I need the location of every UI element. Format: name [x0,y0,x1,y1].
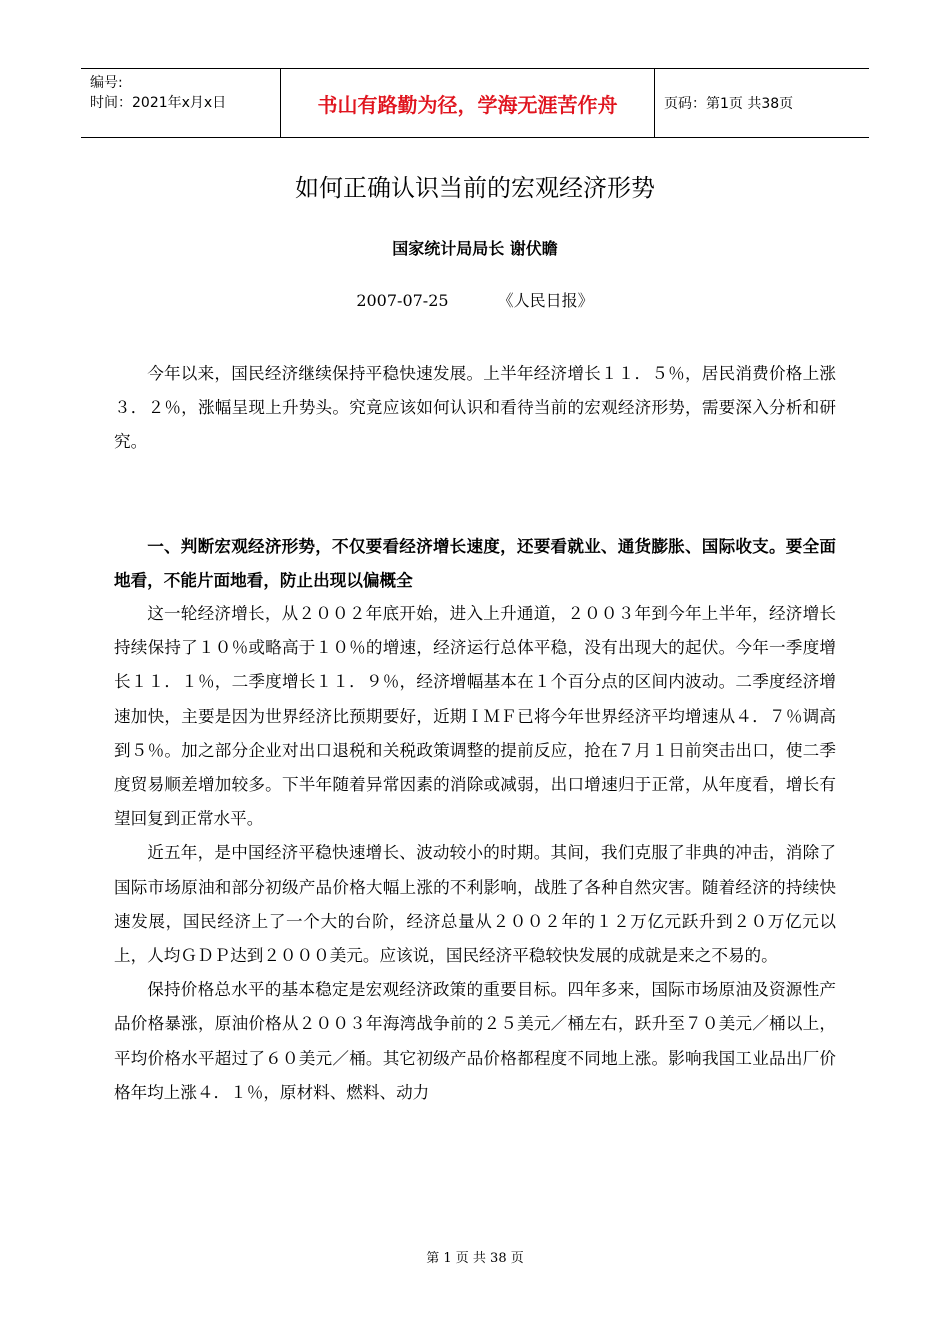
page-footer: 第 1 页 共 38 页 [426,1251,524,1266]
article-title: 如何正确认识当前的宏观经济形势 [295,174,655,202]
paragraph-intro: 今年以来，国民经济继续保持平稳快速发展。上半年经济增长１１．５％，居民消费价格上涨３．２％，涨幅呈现上升势头。究竟应该如何认识和看待当前的宏观经济形势，需要深入分析和研究。 [114,364,836,452]
paragraph: 近五年，是中国经济平稳快速增长、波动较小的时期。其间，我们克服了非典的冲击，消除了国际市场原油和部分初级产品价格大幅上涨的不利影响，战胜了各种自然灾害。随着经济的持续快速发展，国民经济上了一个大的台阶，经济总量从２００２年的１２万亿元跃升到２０万亿元以上，人均ＧＤＰ达到２０００美元。应该说，国民经济平稳较快发展的成就是来之不易的。 [114,843,836,966]
article-source: 《人民日报》 [497,291,594,310]
header-motto: 书山有路勤为径，学海无涯苦作舟 [281,69,655,137]
paragraph: 这一轮经济增长，从２００２年底开始，进入上升通道，２００３年到今年上半年，经济增长持续保持了１０％或略高于１０％的增速，经济运行总体平稳，没有出现大的起伏。今年一季度增长１１．１％，二季度增长１１．９％，经济增幅基本在１个百分点的区间内波动。二季度经济增速加快，主要是因为世界经济比预期要好，近期ＩＭＦ已将今年世界经济平均增速从４．７％调高到５％。加之部分企业对出口退税和关税政策调整的提前反应，抢在７月１日前突击出口，使二季度贸易顺差增加较多。下半年随着异常因素的消除或减弱，出口增速归于正常，从年度看，增长有望回复到正常水平。 [114,604,836,829]
document-time-label: 时间：2021年x月x日 [90,95,227,111]
article-date: 2007-07-25 [356,291,449,310]
article-dateline [0,288,950,311]
header-meta-cell [81,69,281,137]
article-body [114,357,836,1110]
section-heading: 一、判断宏观经济形势，不仅要看经济增长速度，还要看就业、通货膨胀、国际收支。要全面地看，不能片面地看，防止出现以偏概全 [114,535,836,590]
document-number-label: 编号: [90,75,123,91]
header-page-info: 页码：第1页 共38页 [664,96,794,112]
paragraph: 保持价格总水平的基本稳定是宏观经济政策的重要目标。四年多来，国际市场原油及资源性产品价格暴涨，原油价格从２００３年海湾战争前的２５美元／桶左右，跃升至７０美元／桶以上，平均价格水平超过了６０美元／桶。其它初级产品价格都程度不同地上涨。影响我国工业品出厂价格年均上涨４．１％，原材料、燃料、动力 [114,980,836,1102]
article-author: 国家统计局局长 谢伏瞻 [392,239,558,258]
header-table [81,68,869,138]
